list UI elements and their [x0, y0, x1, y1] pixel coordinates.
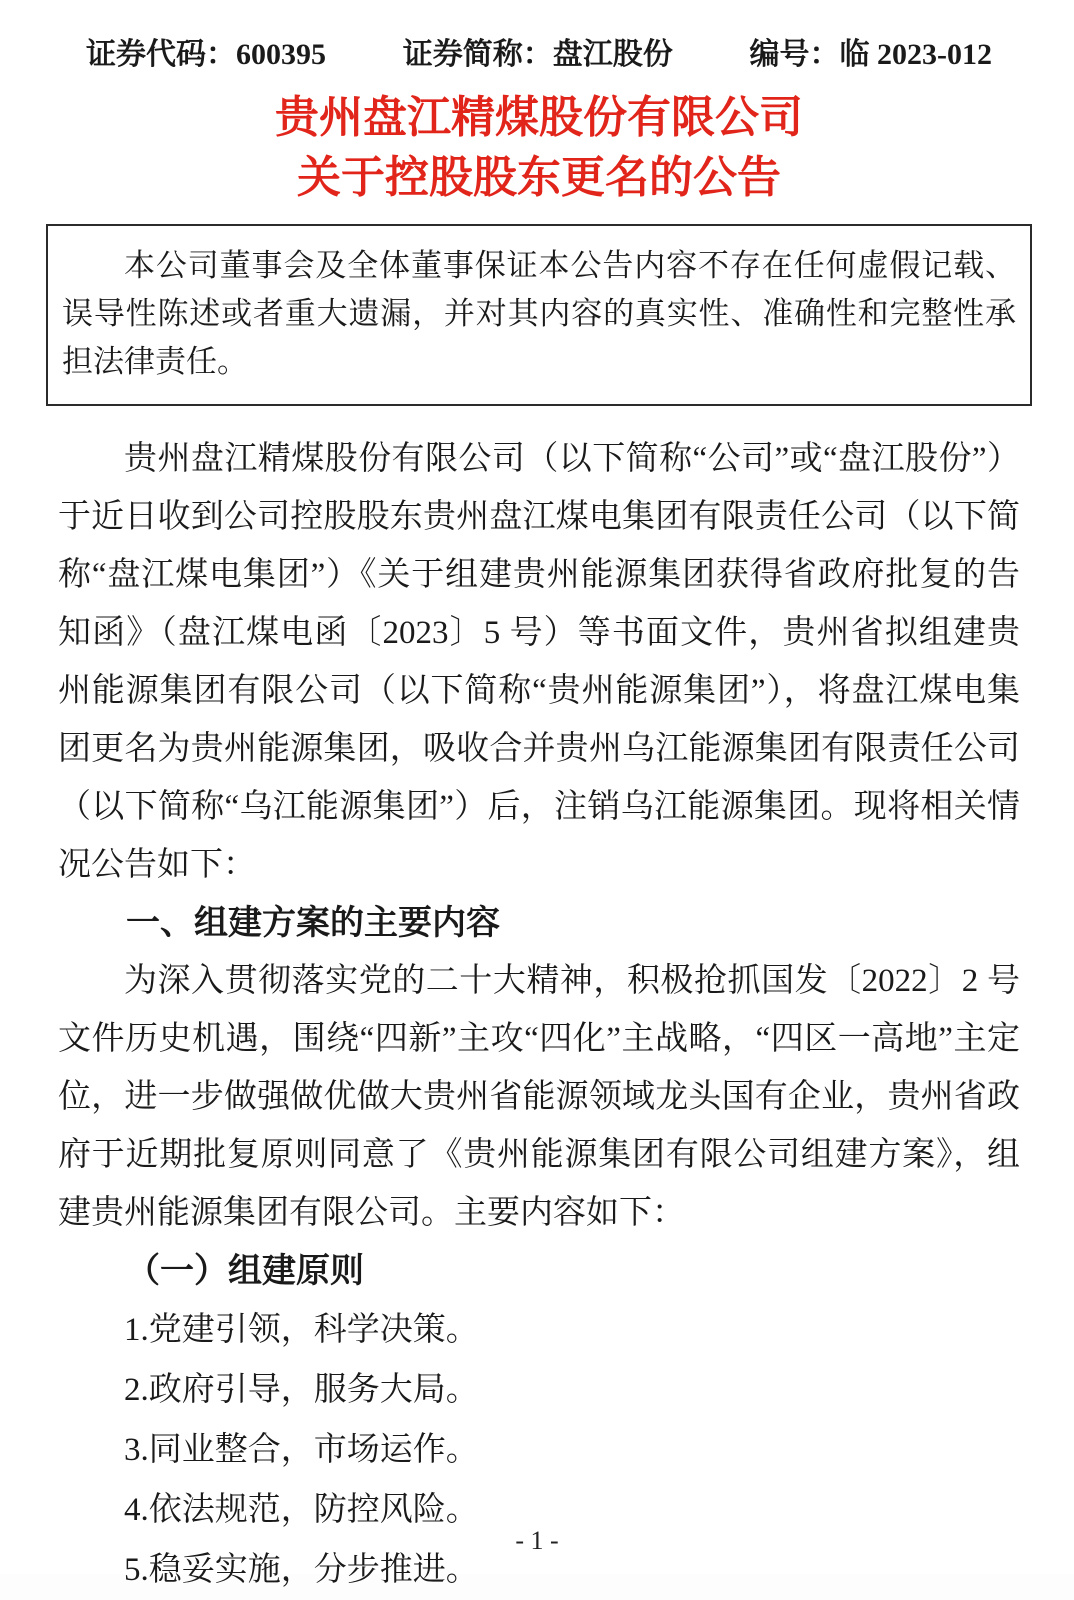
announcement-body [58, 430, 1020, 1600]
board-disclaimer-box [46, 224, 1032, 406]
section-1-paragraph: 为深入贯彻落实党的二十大精神，积极抢抓国发〔2022〕2 号文件历史机遇，围绕“四新”主攻“四化”主战略，“四区一高地”主定位，进一步做强做优做大贵州省能源领域龙头国有企业，贵州省政府于近期批复原则同意了《贵州能源集团有限公司组建方案》，组建贵州能源集团有限公司。主要内容如下： [58, 963, 1020, 1231]
principle-item-1: 1.党建引领，科学决策。 [124, 1312, 479, 1348]
principle-item-5: 5.稳妥实施，分步推进。 [124, 1552, 479, 1588]
section-1-heading: 一、组建方案的主要内容 [126, 904, 500, 942]
stock-code: 证券代码：600395 [86, 38, 326, 71]
principle-item-2: 2.政府引导，服务大局。 [124, 1372, 479, 1408]
document-title [58, 88, 1020, 208]
principle-item-4: 4.依法规范，防控风险。 [124, 1492, 479, 1528]
document-title-line1: 贵州盘江精煤股份有限公司 [275, 93, 803, 142]
page-number: - 1 - [515, 1526, 559, 1555]
intro-paragraph: 贵州盘江精煤股份有限公司（以下简称“公司”或“盘江股份”）于近日收到公司控股股东贵州盘江煤电集团有限责任公司（以下简称“盘江煤电集团”）《关于组建贵州能源集团获得省政府批复的告知函》（盘江煤电函〔2023〕5 号）等书面文件，贵州省拟组建贵州能源集团有限公司（以下简称“贵州能源集团”），将盘江煤电集团更名为贵州能源集团，吸收合并贵州乌江能源集团有限责任公司（以下简称“乌江能源集团”）后，注销乌江能源集团。现将相关情况公告如下： [58, 441, 1020, 883]
subsection-1-heading: （一）组建原则 [126, 1252, 364, 1290]
document-meta-row [58, 34, 1020, 76]
announcement-number: 编号：临 2023-012 [749, 38, 992, 71]
disclaimer-text: 本公司董事会及全体董事保证本公告内容不存在任何虚假记载、误导性陈述或者重大遗漏，并对其内容的真实性、准确性和完整性承担法律责任。 [62, 248, 1016, 379]
document-title-line2: 关于控股股东更名的公告 [297, 153, 781, 202]
principle-item-3: 3.同业整合，市场运作。 [124, 1432, 479, 1468]
stock-short-name: 证券简称：盘江股份 [402, 38, 673, 71]
